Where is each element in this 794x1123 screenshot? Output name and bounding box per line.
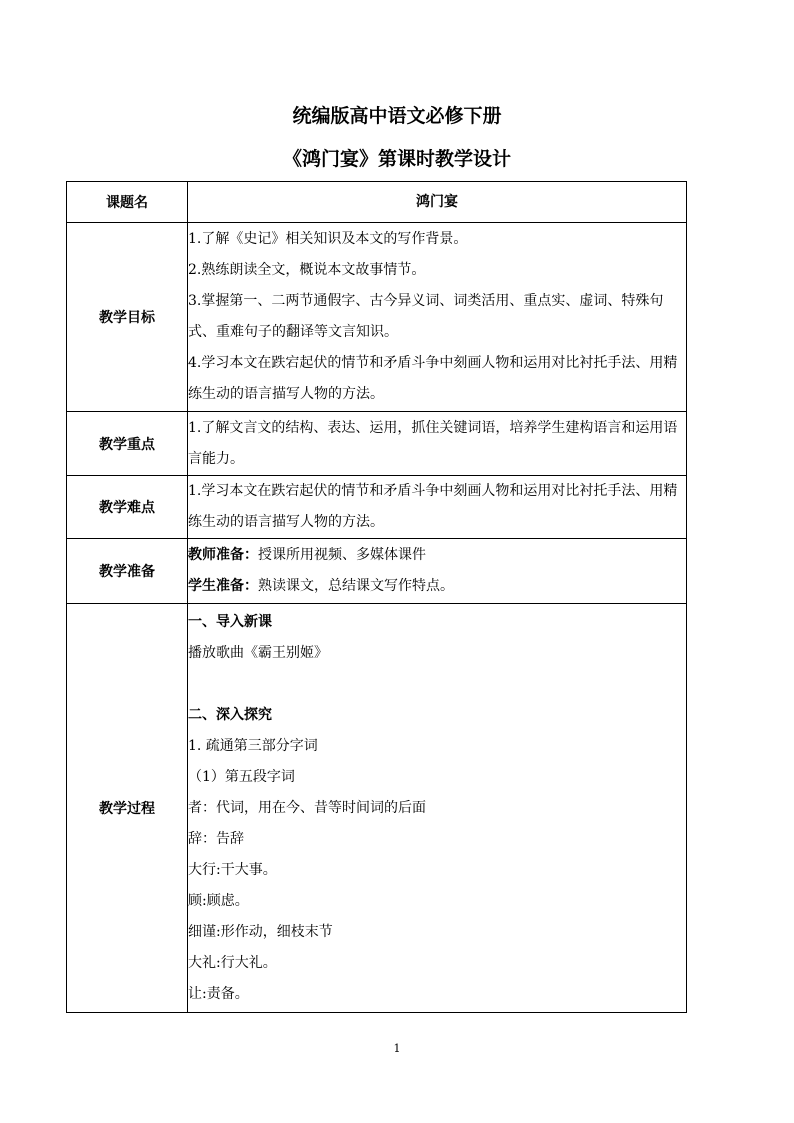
topic-label: 课题名 xyxy=(67,182,188,223)
teacher-preparation-text: 授课所用视频、多媒体课件 xyxy=(258,547,426,563)
teacher-preparation-label: 教师准备： xyxy=(188,547,258,563)
teacher-preparation xyxy=(188,540,686,571)
lesson-plan-table xyxy=(66,181,687,1013)
page-number: 1 xyxy=(393,1042,401,1055)
objectives-content xyxy=(188,223,687,412)
table-row-difficulties xyxy=(67,476,687,539)
objective-item: 3.掌握第一、二两节通假字、古今异义词、词类活用、重点实、虚词、特殊句式、重难句子的翻译等文言知识。 xyxy=(188,293,664,340)
preparation-label: 教学准备 xyxy=(67,539,188,604)
gloss-item: 辞：告辞 xyxy=(188,830,244,847)
preparation-content xyxy=(188,539,687,604)
objectives-label: 教学目标 xyxy=(67,223,188,412)
gloss-item: 细谨:形作动，细枝末节 xyxy=(188,923,333,940)
gloss-item: 大行:干大事。 xyxy=(188,861,277,878)
section-heading: 一、导入新课 xyxy=(188,613,272,630)
objective-item: 2.熟练朗读全文，概说本文故事情节。 xyxy=(188,262,426,278)
student-preparation xyxy=(188,571,686,602)
process-label: 教学过程 xyxy=(67,604,188,1013)
key-points-label: 教学重点 xyxy=(67,412,188,476)
objective-item: 1.了解《史记》相关知识及本文的写作背景。 xyxy=(188,231,468,247)
key-points-content xyxy=(188,412,687,476)
key-point-text: 1.了解文言文的结构、表达、运用，抓住关键词语，培养学生建构语言和运用语言能力。 xyxy=(188,419,678,467)
table-row-process xyxy=(67,604,687,1013)
process-content xyxy=(188,604,687,1013)
process-item: 1. 疏通第三部分字词 xyxy=(188,737,318,754)
section-text: 播放歌曲《霸王别姬》 xyxy=(188,644,328,661)
student-preparation-text: 熟读课文，总结课文写作特点。 xyxy=(258,578,454,594)
gloss-item: 顾:顾虑。 xyxy=(188,892,249,909)
difficulties-label: 教学难点 xyxy=(67,476,188,539)
process-subitem: （1）第五段字词 xyxy=(188,768,295,785)
gloss-item: 者：代词，用在今、昔等时间词的后面 xyxy=(188,799,426,816)
table-row-objectives xyxy=(67,223,687,412)
topic-value: 鸿门宴 xyxy=(188,182,687,223)
table-row-key-points xyxy=(67,412,687,476)
gloss-item: 大礼:行大礼。 xyxy=(188,954,277,971)
table-row-preparation xyxy=(67,539,687,604)
objective-item: 4.学习本文在跌宕起伏的情节和矛盾斗争中刻画人物和运用对比衬托手法、用精练生动的语言描写人物的方法。 xyxy=(188,355,678,402)
blank-line xyxy=(188,669,686,700)
gloss-item: 让:责备。 xyxy=(188,985,249,1002)
document-subtitle: 《鸿门宴》第课时教学设计 xyxy=(282,148,511,170)
student-preparation-label: 学生准备： xyxy=(188,578,258,594)
difficulty-text: 1.学习本文在跌宕起伏的情节和矛盾斗争中刻画人物和运用对比衬托手法、用精练生动的语言描写人物的方法。 xyxy=(188,483,678,530)
table-row-topic xyxy=(67,182,687,223)
section-heading: 二、深入探究 xyxy=(188,706,272,723)
document-title: 统编版高中语文必修下册 xyxy=(292,105,502,127)
difficulties-content xyxy=(188,476,687,539)
